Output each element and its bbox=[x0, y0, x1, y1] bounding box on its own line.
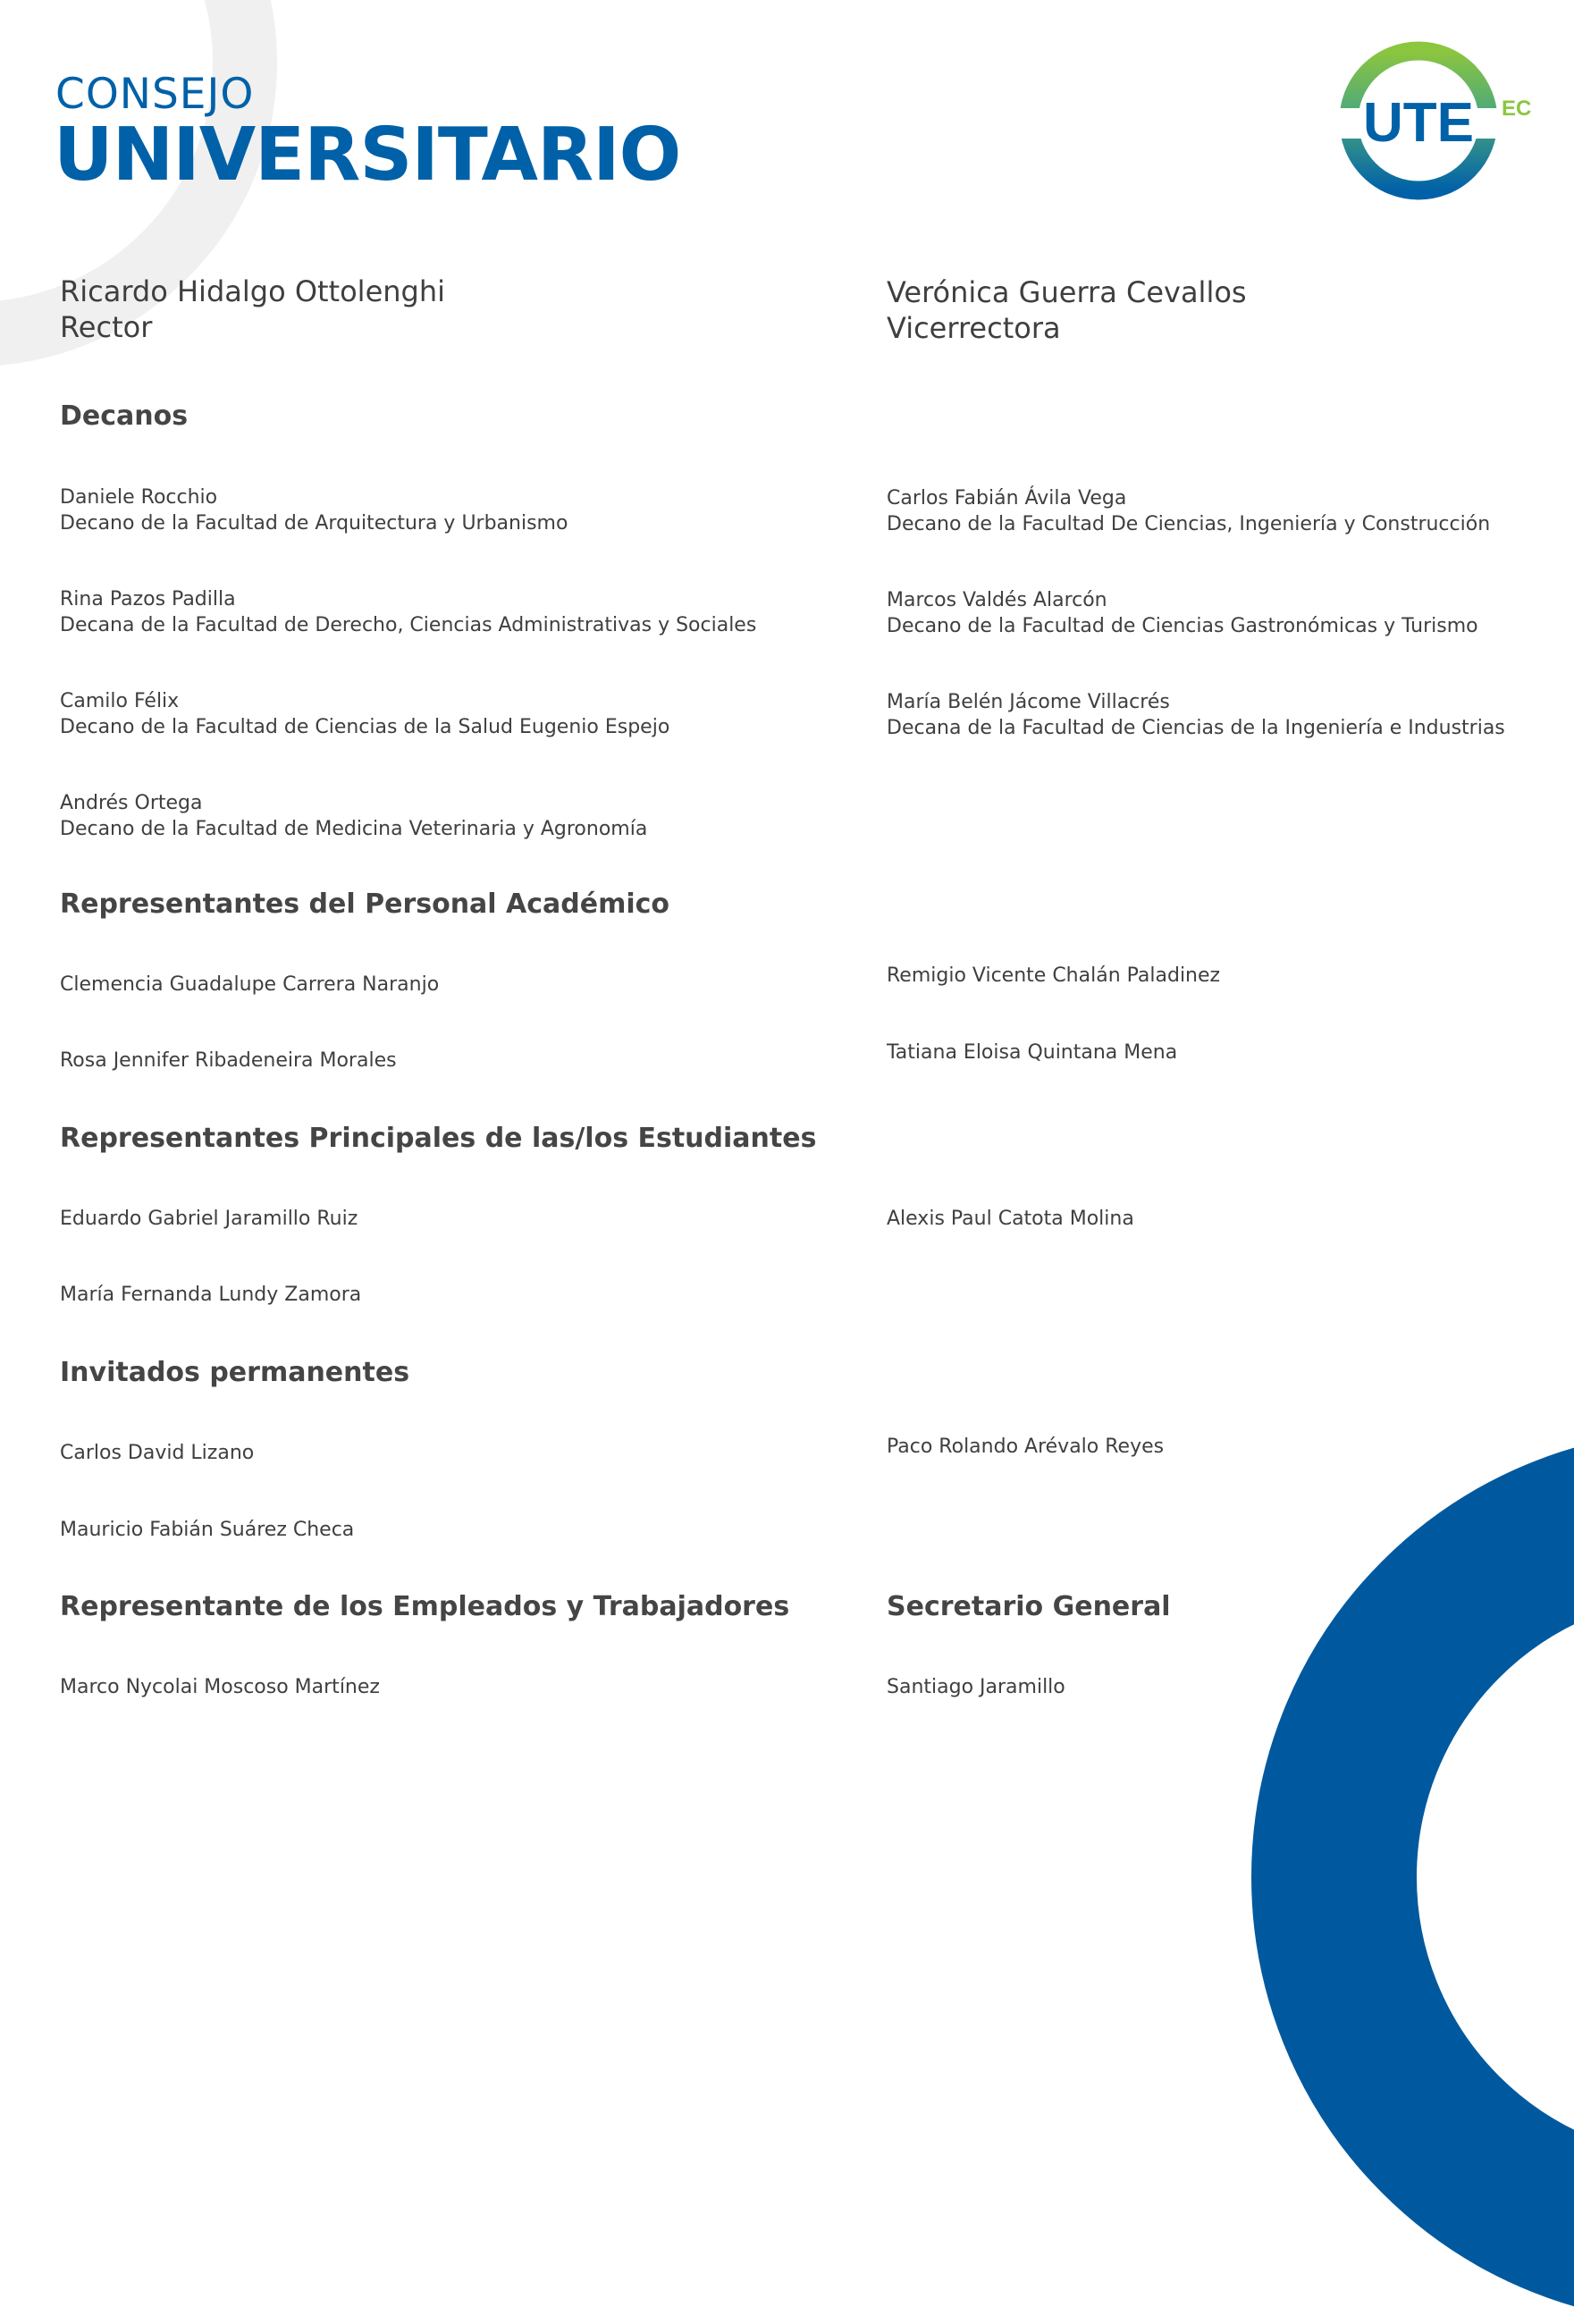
decorative-blue-arc bbox=[1251, 1430, 1574, 2324]
member-role: Decano de la Facultad de Arquitectura y Urbanismo bbox=[60, 512, 568, 535]
list-item bbox=[60, 586, 756, 638]
rector-block bbox=[60, 274, 445, 345]
vicerrectora-role: Vicerrectora bbox=[887, 311, 1061, 345]
list-item: Paco Rolando Arévalo Reyes bbox=[887, 1436, 1165, 1458]
list-item: Remigio Vicente Chalán Paladinez bbox=[887, 964, 1221, 987]
member-name: María Belén Jácome Villacrés bbox=[887, 691, 1170, 713]
member-role: Decano de la Facultad de Ciencias de la Salud Eugenio Espejo bbox=[60, 716, 670, 738]
list-item: Clemencia Guadalupe Carrera Naranjo bbox=[60, 973, 440, 996]
list-item bbox=[60, 484, 568, 536]
section-title-decanos: Decanos bbox=[60, 400, 189, 432]
ute-logo bbox=[1336, 40, 1542, 214]
member-role: Decano de la Facultad De Ciencias, Ingeniería y Construcción bbox=[887, 513, 1491, 535]
list-item: Mauricio Fabián Suárez Checa bbox=[60, 1519, 355, 1541]
list-item: Alexis Paul Catota Molina bbox=[887, 1208, 1134, 1230]
logo-suffix-text: EC bbox=[1502, 97, 1532, 121]
member-name: Camilo Félix bbox=[60, 690, 180, 712]
section-title-empleados: Representante de los Empleados y Trabajadores bbox=[60, 1591, 790, 1622]
list-item: Tatiana Eloisa Quintana Mena bbox=[887, 1041, 1178, 1064]
list-item: Santiago Jaramillo bbox=[887, 1676, 1065, 1698]
list-item: Rosa Jennifer Ribadeneira Morales bbox=[60, 1049, 397, 1072]
list-item: María Fernanda Lundy Zamora bbox=[60, 1284, 362, 1306]
section-title-invitados: Invitados permanentes bbox=[60, 1357, 410, 1388]
vicerrectora-name: Verónica Guerra Cevallos bbox=[887, 275, 1247, 309]
section-title-estudiantes: Representantes Principales de las/los Estudiantes bbox=[60, 1123, 817, 1154]
logo-main-text: UTE bbox=[1363, 92, 1474, 154]
rector-role: Rector bbox=[60, 310, 153, 344]
rector-name: Ricardo Hidalgo Ottolenghi bbox=[60, 274, 446, 308]
list-item bbox=[887, 689, 1505, 741]
list-item: Eduardo Gabriel Jaramillo Ruiz bbox=[60, 1208, 358, 1230]
member-name: Andrés Ortega bbox=[60, 792, 203, 814]
member-name: Daniele Rocchio bbox=[60, 486, 218, 509]
list-item bbox=[60, 790, 647, 842]
list-item: Marco Nycolai Moscoso Martínez bbox=[60, 1676, 380, 1698]
list-item bbox=[887, 587, 1478, 639]
member-role: Decana de la Facultad de Derecho, Ciencias Administrativas y Sociales bbox=[60, 614, 757, 636]
title-universitario: UNIVERSITARIO bbox=[54, 113, 681, 198]
section-title-academico: Representantes del Personal Académico bbox=[60, 888, 670, 920]
member-name: Carlos Fabián Ávila Vega bbox=[887, 487, 1127, 509]
section-title-secretario: Secretario General bbox=[887, 1591, 1171, 1622]
title-consejo: CONSEJO bbox=[55, 70, 255, 119]
member-name: Rina Pazos Padilla bbox=[60, 588, 236, 610]
member-role: Decano de la Facultad de Ciencias Gastronómicas y Turismo bbox=[887, 615, 1478, 637]
list-item bbox=[60, 688, 669, 740]
list-item bbox=[887, 485, 1490, 537]
member-role: Decana de la Facultad de Ciencias de la Ingeniería e Industrias bbox=[887, 717, 1505, 739]
vicerrectora-block bbox=[887, 274, 1247, 346]
list-item: Carlos David Lizano bbox=[60, 1442, 255, 1464]
member-name: Marcos Valdés Alarcón bbox=[887, 589, 1107, 611]
member-role: Decano de la Facultad de Medicina Veterinaria y Agronomía bbox=[60, 818, 648, 840]
